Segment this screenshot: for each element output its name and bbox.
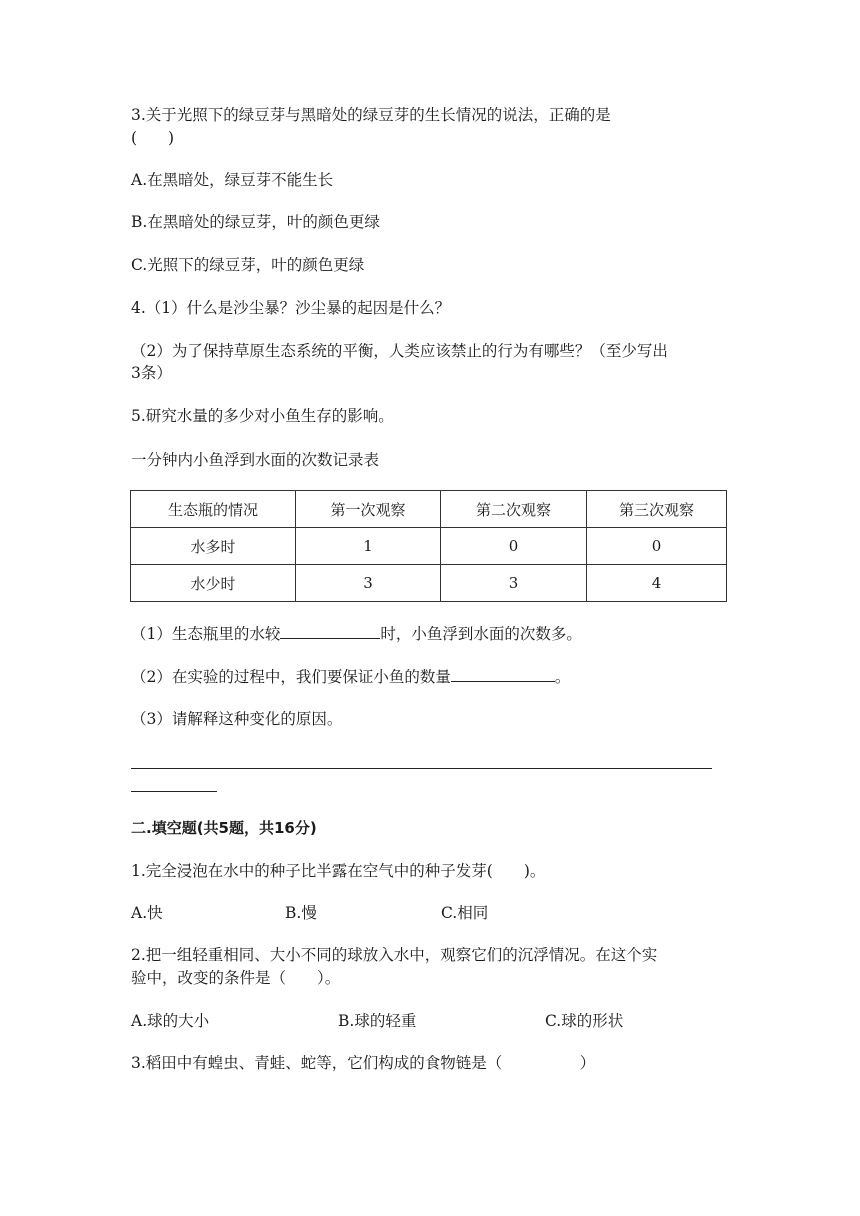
table-cell: 0	[441, 528, 587, 565]
q5-stem: 5.研究水量的多少对小鱼生存的影响。	[131, 407, 394, 425]
q5-sub1-text-after: 时，小鱼浮到水面的次数多。	[380, 625, 582, 643]
q4-part2-line2: 3条）	[131, 364, 172, 382]
section-heading: 二.填空题(共5题，共16分)	[131, 819, 317, 837]
table-row	[131, 565, 727, 602]
q3-option-b: B.在黑暗处的绿豆芽，叶的颜色更绿	[131, 213, 380, 231]
s2-q1-option-c: C.相同	[441, 904, 489, 922]
q5-sub1-text: （1）生态瓶里的水较	[131, 625, 281, 643]
s2-q2-option-c: C.球的形状	[545, 1012, 624, 1030]
q5-sub1-blank[interactable]	[280, 622, 380, 639]
q5-sub3: （3）请解释这种变化的原因。	[131, 710, 343, 728]
table-cell: 1	[296, 528, 441, 565]
s2-q3-stem: 3.稻田中有蝗虫、青蛙、蛇等，它们构成的食物链是（ ）	[131, 1054, 596, 1072]
table-header-cell: 第一次观察	[296, 491, 441, 528]
s2-q2-option-a: A.球的大小	[131, 1012, 210, 1030]
table-header-cell: 第三次观察	[587, 491, 727, 528]
q3-option-a: A.在黑暗处，绿豆芽不能生长	[131, 171, 334, 189]
table-caption: 一分钟内小鱼浮到水面的次数记录表	[131, 451, 380, 469]
table-header-row	[131, 491, 727, 528]
s2-q1-stem: 1.完全浸泡在水中的种子比半露在空气中的种子发芽( )。	[131, 862, 546, 880]
s2-q2-line2: 验中，改变的条件是（ ）。	[131, 969, 341, 987]
q4-part2-line1: （2）为了保持草原生态系统的平衡，人类应该禁止的行为有哪些？（至少写出	[131, 342, 668, 360]
q3-answer-paren: ( )	[131, 129, 175, 147]
q5-sub2-text: （2）在实验的过程中，我们要保证小鱼的数量	[131, 668, 451, 686]
table-cell: 4	[587, 565, 727, 602]
table-cell: 0	[587, 528, 727, 565]
table-cell: 3	[296, 565, 441, 602]
q4-part1: 4.（1）什么是沙尘暴？沙尘暴的起因是什么？	[131, 299, 451, 317]
q3-stem: 3.关于光照下的绿豆芽与黑暗处的绿豆芽的生长情况的说法，正确的是	[131, 106, 611, 124]
table-header-cell: 第二次观察	[441, 491, 587, 528]
table-cell: 3	[441, 565, 587, 602]
q5-sub2-blank[interactable]	[451, 665, 555, 682]
s2-q2-option-b: B.球的轻重	[338, 1012, 417, 1030]
table-header-cell: 生态瓶的情况	[131, 491, 296, 528]
q3-option-c: C.光照下的绿豆芽，叶的颜色更绿	[131, 256, 365, 274]
s2-q1-option-b: B.慢	[285, 904, 317, 922]
q5-sub2	[131, 665, 570, 688]
s2-q1-option-a: A.快	[131, 904, 163, 922]
answer-line[interactable]	[131, 768, 712, 769]
table-cell: 水多时	[131, 528, 296, 565]
q5-sub2-text-after: 。	[554, 668, 571, 686]
table-row	[131, 528, 727, 565]
s2-q2-line1: 2.把一组轻重相同、大小不同的球放入水中，观察它们的沉浮情况。在这个实	[131, 946, 658, 964]
record-table	[130, 490, 727, 602]
answer-line[interactable]	[131, 791, 217, 792]
table-cell: 水少时	[131, 565, 296, 602]
q5-sub1	[131, 622, 582, 645]
